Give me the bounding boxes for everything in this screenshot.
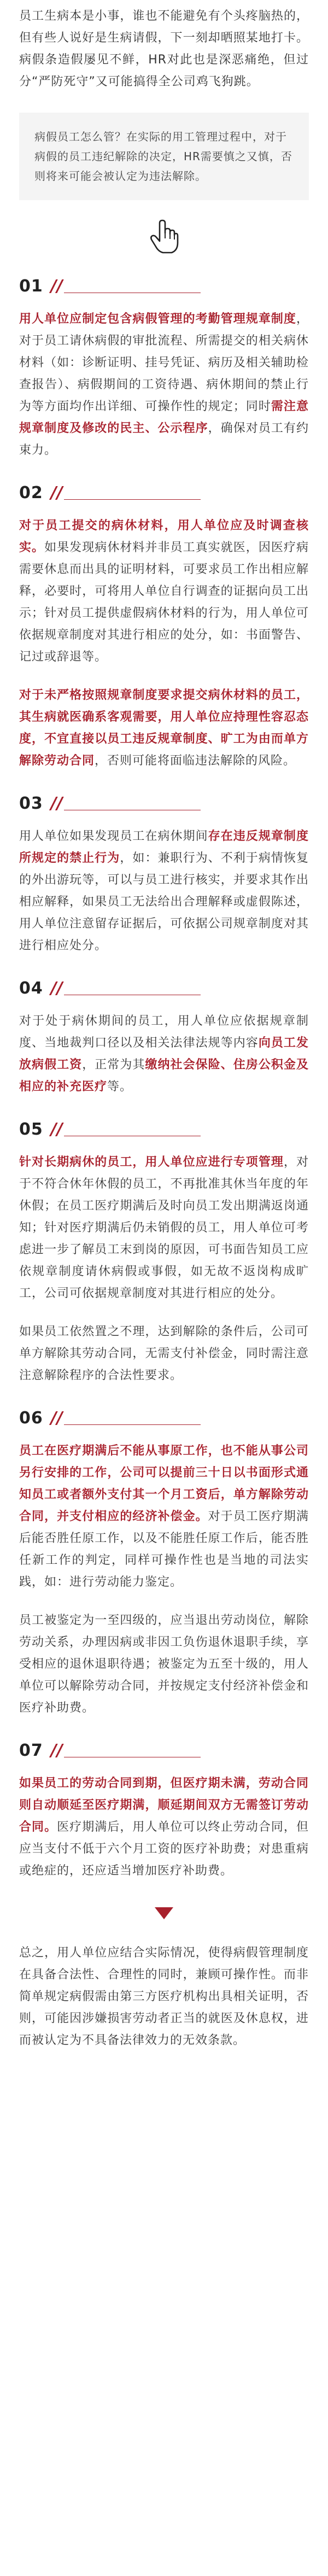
section-marker-icon: // <box>50 277 63 296</box>
section-paragraph <box>0 1152 328 1305</box>
section-marker-icon: // <box>50 979 63 998</box>
body-text: ，对于不符合休年休假的员工，不再批准其休当年度的年休假；在员工医疗期满后及时向员工发出期满返岗通知；针对医疗期满后仍未销假的员工，用人单位可考虑进一步了解员工末到岗的原因，可书面告知员工应依规章制度请休病假或事假，如无故不返岗构成旷工，公司可依据规章制度对其进行相应的处分。 <box>19 1155 309 1300</box>
body-text: ，否则可能将面临违法解除的风险。 <box>95 754 296 768</box>
section-marker-icon: // <box>50 1409 63 1428</box>
section-number: 06 <box>19 1409 43 1428</box>
highlight-text: 对于未严格按照规章制度要求提交病休材料的员工，其生病就医确系客观需要，用人单位应持理性容忍态度，不宜直接以员工违反规章制度、旷工为由而单方解除劳动合同 <box>19 688 309 768</box>
highlight-text: 针对长期病休的员工，用人单位应进行专项管理 <box>19 1155 284 1169</box>
section-marker-icon: // <box>50 794 63 813</box>
section-heading <box>0 483 328 503</box>
body-text: ，对于员工请休病假的审批流程、所需提交的相关病休材料（如：诊断证明、挂号凭证、病历及相关辅助检查报告）、病假期间的工资待遇、病休期间的禁止行为等方面均作出详细、可操作性的规定；同时 <box>19 312 309 413</box>
section-number: 01 <box>19 277 43 296</box>
section-divider <box>64 1424 201 1425</box>
highlight-text: 缴纳社会保险、住房公积金及相应的补充医疗 <box>19 1058 309 1094</box>
arrow-down-icon <box>0 1907 328 1920</box>
highlight-text: 对于员工提交的病休材料，用人单位应及时调查核实。 <box>19 519 309 554</box>
section-paragraph <box>0 1773 328 1882</box>
section-paragraph <box>0 826 328 957</box>
section-paragraph <box>0 685 328 772</box>
section-heading <box>0 1741 328 1761</box>
summary-paragraph: 总之，用人单位应结合实际情况，使得病假管理制度在具备合法性、合理性的同时，兼顾可操作性。而非简单规定病假需由第三方医疗机构出具相关证明，否则，可能因涉嫌损害劳动者正当的就医及休息权，进而被认定为不具备法律效力的无效条款。 <box>19 1946 309 2047</box>
section-marker-icon: // <box>50 1741 63 1760</box>
section-number: 04 <box>19 979 43 998</box>
section-number: 07 <box>19 1741 43 1760</box>
section-marker-icon: // <box>50 483 63 503</box>
section-number: 05 <box>19 1120 43 1139</box>
body-text: 用人单位如果发现员工在病休期间 <box>19 830 208 843</box>
section-paragraph <box>0 1321 328 1387</box>
section-divider <box>64 499 201 500</box>
section-heading <box>0 1120 328 1140</box>
body-text: 如果发现病休材料并非员工真实就医，因医疗病需要休息而出具的证明材料，可要求员工作出相应解释，必要时，可将用人单位自行调查的证据向员工出示；针对员工提供虚假病休材料的行为，用人单位可依据规章制度对其进行相应的处分，如：书面警告、记过或辞退等。 <box>19 541 309 664</box>
section-paragraph <box>0 1440 328 1593</box>
section-number: 02 <box>19 483 43 503</box>
section-heading <box>0 794 328 814</box>
highlight-text: 存在违反规章制度所规定的禁止行为 <box>19 830 309 865</box>
highlight-text: 需注意规章制度及修改的民主、公示程序 <box>19 400 309 435</box>
section-paragraph <box>0 308 328 462</box>
body-text: 员工被鉴定为一至四级的，应当退出劳动岗位，解除劳动关系，办理因病或非因工负伤退休退职手续，享受相应的退休退职待遇；被鉴定为五至十级的，用人单位可以解除劳动合同，并按规定支付经济补偿金和医疗补助费。 <box>19 1614 309 1715</box>
body-text: 对于处于病休期间的员工，用人单位应依据规章制度、当地裁判口径以及相关法律法规等内容 <box>19 1014 309 1050</box>
quote-box: 病假员工怎么管？在实际的用工管理过程中，对于病假的员工违纪解除的决定，HR需要慎之又慎，否则将来可能会被认定为违法解除。 <box>19 113 309 200</box>
section-heading <box>0 1409 328 1428</box>
section-paragraph <box>0 1010 328 1098</box>
section-paragraph <box>0 1610 328 1719</box>
hand-pointer-icon <box>0 219 328 255</box>
body-text: ，确保对员工有约束力。 <box>19 422 309 457</box>
intro-paragraph: 员工生病本是小事，谁也不能避免有个头疼脑热的，但有些人说好是生病请假，下一刻却晒照某地打卡。病假条造假屡见不鲜，HR对此也是深恶痛绝，但过分“严防死守”又可能搞得全公司鸡飞狗跳。 <box>19 9 309 89</box>
body-text: 如果员工依然置之不理，达到解除的条件后，公司可单方解除其劳动合同，无需支付补偿金，同时需注意注意解除程序的合法性要求。 <box>19 1325 309 1382</box>
body-text: 医疗期满后，用人单位可以终止劳动合同，但应当支付不低于六个月工资的医疗补助费；对患重病或绝症的，还应适当增加医疗补助费。 <box>19 1820 309 1878</box>
highlight-text: 向员工发放病假工资 <box>19 1036 309 1072</box>
section-marker-icon: // <box>50 1120 63 1139</box>
body-text: ，如：兼职行为、不利于病情恢复的外出游玩等，可以与员工进行核实，并要求其作出相应解释，如果员工无法给出合理解释或虚假陈述，用人单位注意留存证据后，可依据公司规章制度对其进行相应处分。 <box>19 851 309 953</box>
body-text: 对于员工医疗期满后能否胜任原工作，以及不能胜任原工作后，能否胜任新工作的判定，同样可操作性也是当地的司法实践，如：进行劳动能力鉴定。 <box>19 1510 309 1589</box>
highlight-text: 员工在医疗期满后不能从事原工作，也不能从事公司另行安排的工作，公司可以提前三十日以书面形式通知员工或者额外支付其一个月工资后，单方解除劳动合同，并支付相应的经济补偿金。 <box>19 1444 309 1523</box>
section-paragraph <box>0 515 328 668</box>
highlight-text: 用人单位应制定包含病假管理的考勤管理规章制度 <box>19 312 296 326</box>
highlight-text: 如果员工的劳动合同到期，但医疗期未满，劳动合同则自动顺延至医疗期满，顺延期间双方无需签订劳动合同。 <box>19 1777 309 1834</box>
body-text: 等。 <box>107 1080 133 1094</box>
section-number: 03 <box>19 794 43 813</box>
section-heading <box>0 979 328 998</box>
sections <box>0 277 328 1882</box>
body-text: ，正常为其 <box>82 1058 145 1072</box>
section-heading <box>0 277 328 296</box>
